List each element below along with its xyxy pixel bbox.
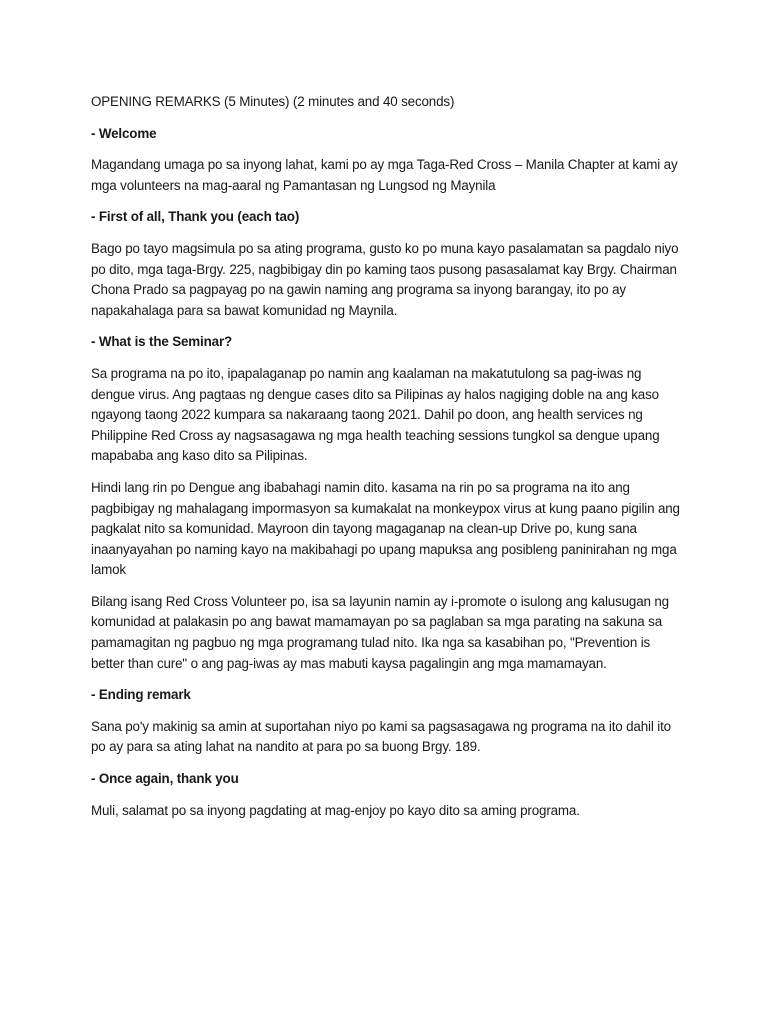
section-heading-thank-you: - First of all, Thank you (each tao) (91, 209, 300, 225)
section-heading-thank-you-again: - Once again, thank you (91, 771, 239, 787)
paragraph-closing: Muli, salamat po sa inyong pagdating at mag-enjoy po kayo dito sa aming programa. (91, 802, 580, 818)
section-heading-seminar: - What is the Seminar? (91, 334, 233, 350)
paragraph-greeting: Magandang umaga po sa inyong lahat, kami po ay mga Taga-Red Cross – Manila Chapter at kami ay mga volunteers na mag-aaral ng Pamantasan ng Lungsod ng Maynila (91, 157, 678, 193)
paragraph-seminar-dengue: Sa programa na po ito, ipapalaganap po namin ang kaalaman na makatutulong sa pag-iwas ng dengue virus. Ang pagtaas ng dengue cases dito sa Pilipinas ay halos nagiging doble na ang kaso ngayong taong 2022 kumpara sa nakaraang taong 2021. Dahil po doon, ang health services ng Philippine Red Cross ay nagsasagawa ng mga health teaching sessions tungkol sa dengue upang mapababa ang kaso dito sa Pilipinas. (91, 365, 660, 464)
paragraph-volunteer-goal: Bilang isang Red Cross Volunteer po, isa sa layunin namin ay i-promote o isulong ang kalusugan ng komunidad at palakasin po ang bawat mamamayan po sa paglaban sa mga parating na sakuna sa pamamagitan ng pagbuo ng mga programang tulad nito. Ika nga sa kasabihan po, "Prevention is better than cure" o ang pag-iwas ay mas mabuti kaysa pagalingin ang mga mamamayan. (91, 593, 669, 671)
section-heading-welcome: - Welcome (91, 125, 157, 141)
paragraph-ending: Sana po'y makinig sa amin at suportahan niyo po kami sa pagsasagawa ng programa na ito dahil ito po ay para sa ating lahat na nandito at para po sa buong Brgy. 189. (91, 718, 671, 755)
section-heading-ending: - Ending remark (91, 687, 191, 703)
document-body (91, 92, 681, 832)
paragraph-seminar-monkeypox: Hindi lang rin po Dengue ang ibabahagi namin dito. kasama na rin po sa programa na ito ang pagbibigay ng mahalagang impormasyon sa kumakalat na monkeypox virus at kung paano pigilin ang pagkalat nito sa komunidad. Mayroon din tayong magaganap na clean-up Drive po, kung sana inaanyayahan po naming kayo na makibahagi po upang mapuksa ang posibleng paninirahan ng mga lamok (91, 479, 680, 578)
document-title: OPENING REMARKS (5 Minutes) (2 minutes and 40 seconds) (91, 94, 455, 109)
paragraph-thanks: Bago po tayo magsimula po sa ating programa, gusto ko po muna kayo pasalamatan sa pagdalo niyo po dito, mga taga-Brgy. 225, nagbibigay din po kaming taos pusong pasasalamat kay Brgy. Chairman Chona Prado sa pagpayag po na gawin naming ang programa sa inyong barangay, ito po ay napakahalaga para sa bawat komunidad ng Maynila. (91, 240, 679, 318)
